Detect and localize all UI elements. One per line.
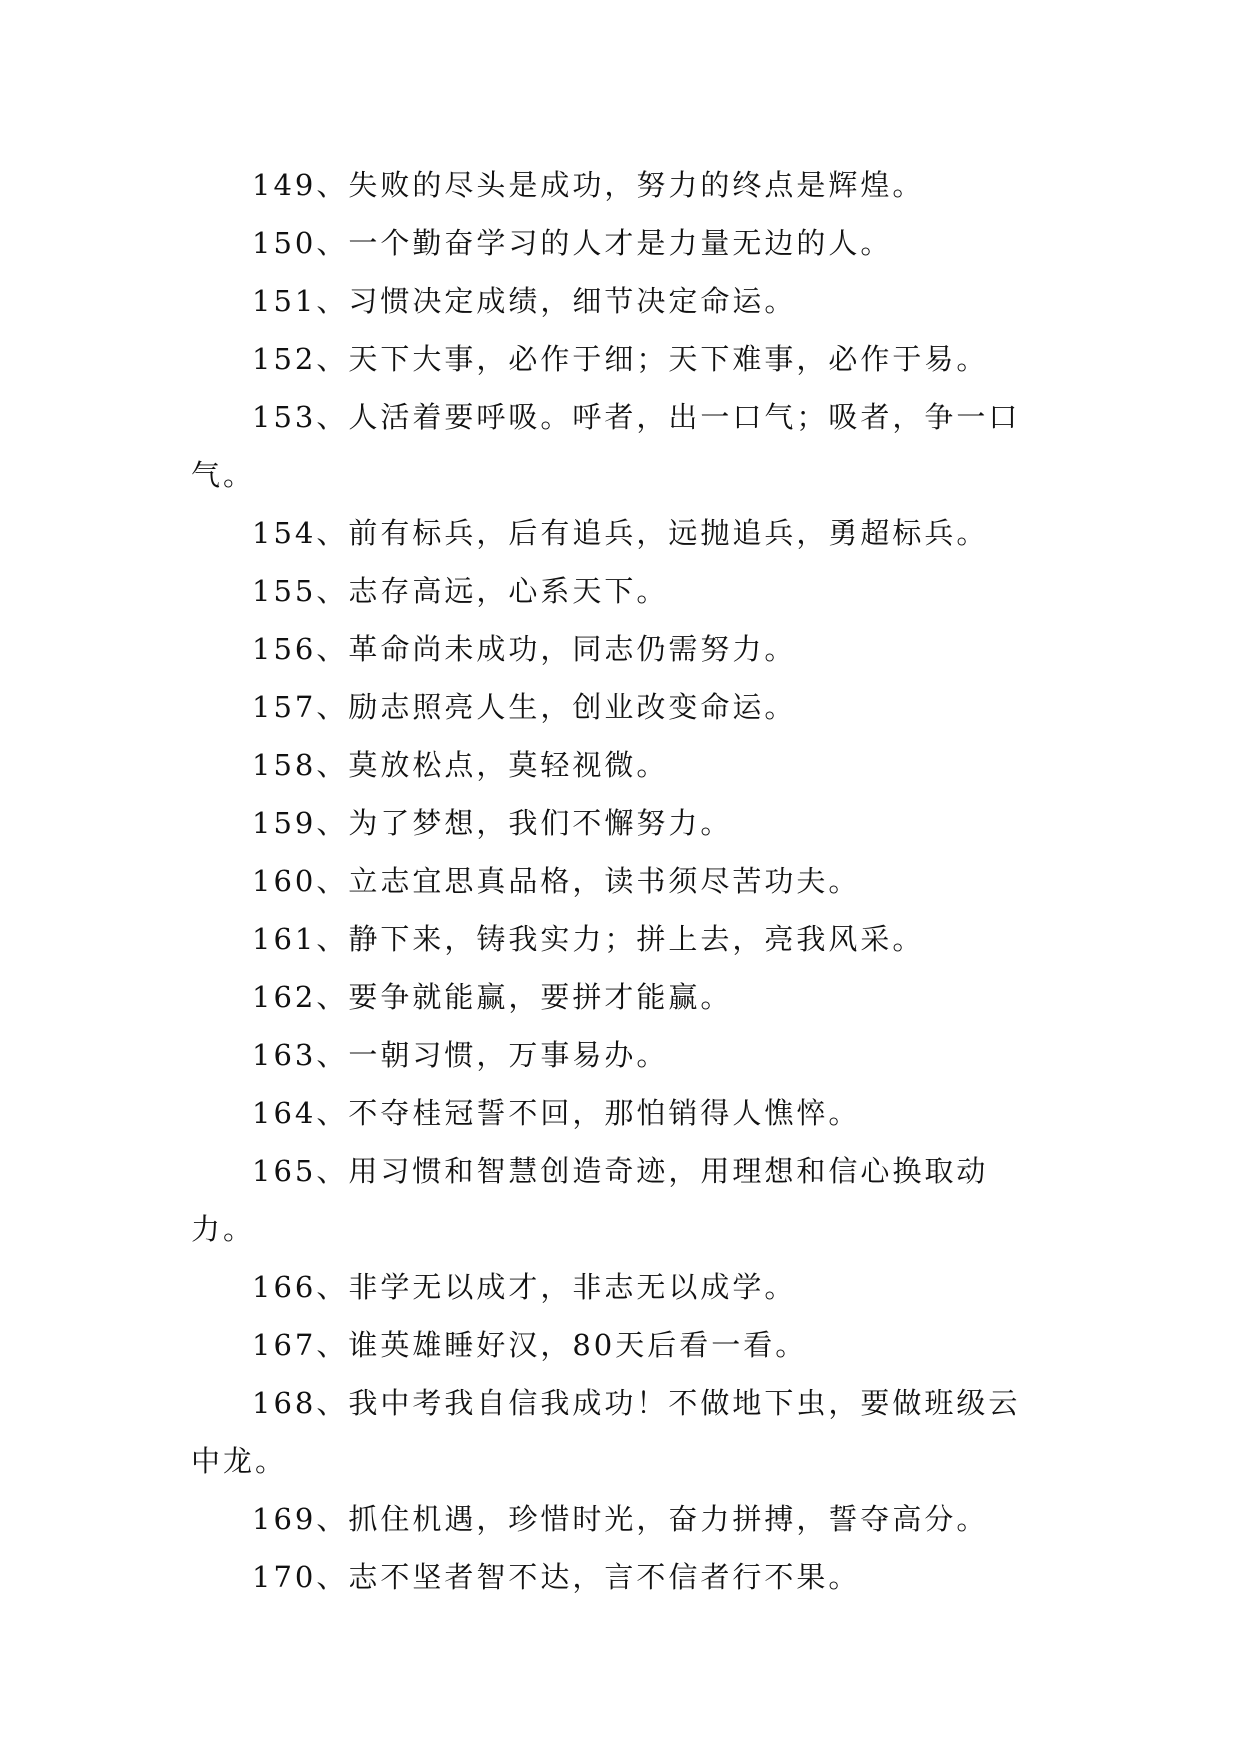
paragraph-168: 168、我中考我自信我成功！不做地下虫，要做班级云中龙。 — [191, 1386, 1021, 1478]
paragraph-166: 166、非学无以成才，非志无以成学。 — [252, 1270, 797, 1304]
paragraph-164: 164、不夺桂冠誓不回，那怕销得人憔悴。 — [252, 1096, 861, 1130]
paragraph-150: 150、一个勤奋学习的人才是力量无边的人。 — [252, 226, 893, 260]
paragraph-154: 154、前有标兵，后有追兵，远抛追兵，勇超标兵。 — [252, 516, 989, 550]
paragraph-152: 152、天下大事，必作于细；天下难事，必作于易。 — [252, 342, 989, 376]
paragraph-169: 169、抓住机遇，珍惜时光，奋力拼搏，誓夺高分。 — [252, 1502, 989, 1536]
paragraph-151: 151、习惯决定成绩，细节决定命运。 — [252, 284, 797, 318]
paragraph-167: 167、谁英雄睡好汉，80天后看一看。 — [252, 1328, 808, 1362]
paragraph-157: 157、励志照亮人生，创业改变命运。 — [252, 690, 797, 724]
paragraph-159: 159、为了梦想，我们不懈努力。 — [252, 806, 733, 840]
paragraph-162: 162、要争就能赢，要拼才能赢。 — [252, 980, 733, 1014]
paragraph-163: 163、一朝习惯，万事易办。 — [252, 1038, 669, 1072]
paragraph-149: 149、失败的尽头是成功，努力的终点是辉煌。 — [252, 168, 925, 202]
paragraph-170: 170、志不坚者智不达，言不信者行不果。 — [252, 1560, 861, 1594]
paragraph-156: 156、革命尚未成功，同志仍需努力。 — [252, 632, 797, 666]
paragraph-158: 158、莫放松点，莫轻视微。 — [252, 748, 669, 782]
paragraph-161: 161、静下来，铸我实力；拼上去，亮我风采。 — [252, 922, 925, 956]
document-body — [191, 156, 1051, 1606]
paragraph-155: 155、志存高远，心系天下。 — [252, 574, 669, 608]
paragraph-160: 160、立志宜思真品格，读书须尽苦功夫。 — [252, 864, 861, 898]
paragraph-153: 153、人活着要呼吸。呼者，出一口气；吸者，争一口气。 — [191, 400, 1021, 492]
paragraph-165: 165、用习惯和智慧创造奇迹，用理想和信心换取动力。 — [191, 1154, 989, 1246]
